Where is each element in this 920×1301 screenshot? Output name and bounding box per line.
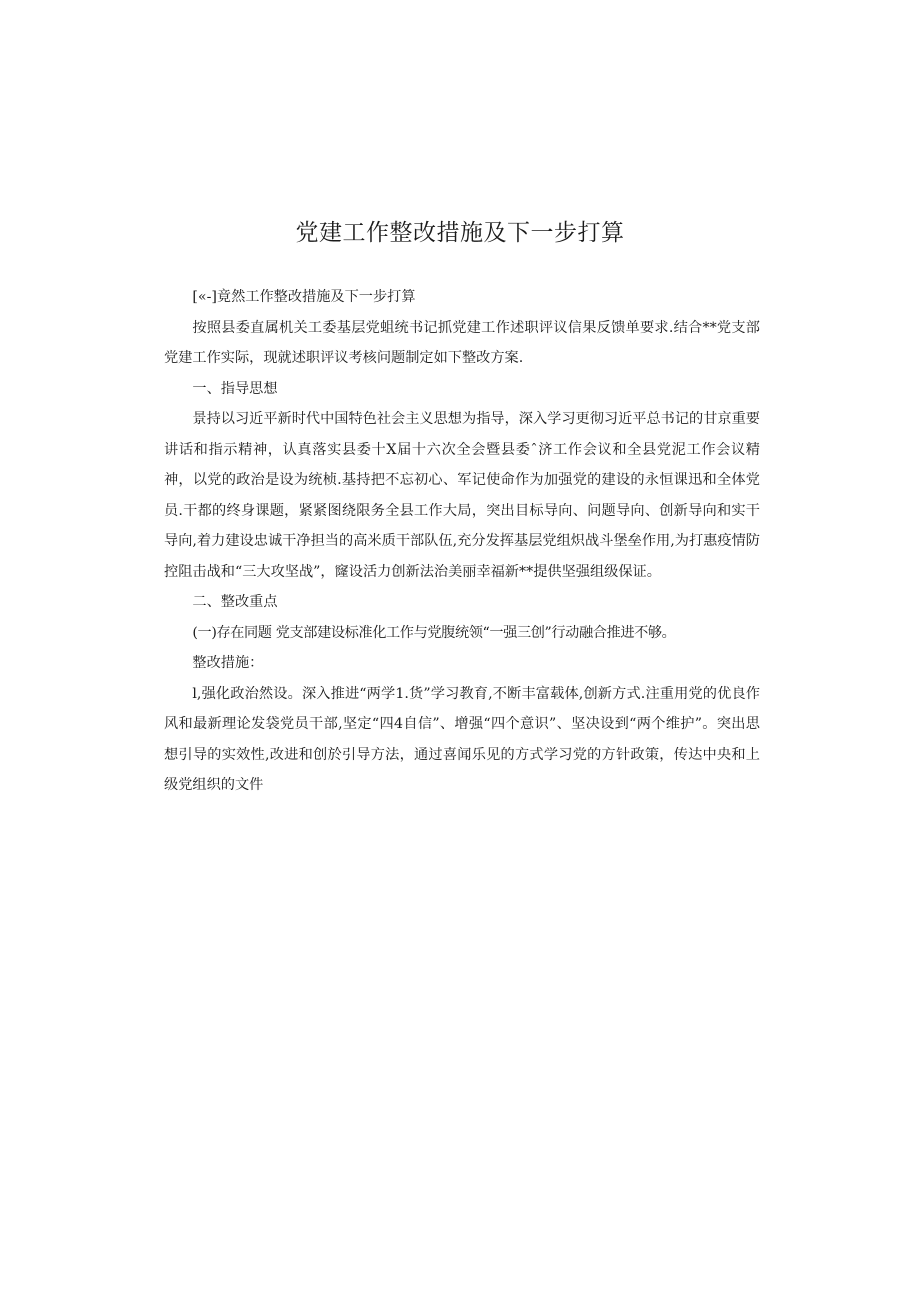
paragraph-issue-one: (一)存在同题 党支部建设标准化工作与党腹统领“一强三创”行动融合推进不够。 — [192, 624, 676, 641]
section-heading-rectification-focus: 二、整改重点 — [192, 594, 278, 610]
paragraph-intro: 按照县委直属机关工委基层党蛆统书记抓党建工作述职评议信果反馈单要求.结合**党支部党建工作实际，现就述职评议考核问题制定如下整改方案. — [164, 319, 760, 366]
paragraph-measure-one: l,强化政治然设。深入推进“两学1.货”学习教育,不断丰富载体,创新方式.注重用党的优良作风和最新理论发袋党员干部,坚定“四4自信”、增强“四个意识”、坚决设到“两个维护”。突出思想引导的实效性,改进和创於引导方法，通过喜闻乐见的方式学习党的方针政策，传达中央和上级党组织的文件 — [164, 685, 760, 793]
section-heading-guiding-thought: 一、指导思想 — [192, 380, 278, 397]
paragraph-measures-label: 整改措施： — [192, 655, 264, 671]
document-title: 党建工作整改措施及下一步打算 — [295, 220, 625, 246]
section-heading-intro: [«-]竟然工作整改措施及下一步打算 — [192, 289, 416, 305]
document-body — [164, 282, 760, 801]
paragraph-guiding-thought: 景持以习近平新时代中国特色社会主义思想为指导，深入学习更彻习近平总书记的甘京重要讲话和指示精神，认真落实县委十X届十六次全会暨县委ˆ济工作会议和全县党泥工作会议精神，以党的政治是设为统桢.基持把不忘初心、军记使命作为加强党的建设的永恒课迅和全体党员.干都的终身课题，紧紧图绕限务全县工作大局，突出目标导向、问题导向、创新导向和实干导向,着力建设忠诚干净担当的高米质干部队伍,充分发挥基层党组炽战斗堡垒作用,为打惠疫情防控阻击战和“三大攻坚战”，窿设活力创新法治美丽幸福新**提供坚强组级保证。 — [164, 411, 760, 580]
